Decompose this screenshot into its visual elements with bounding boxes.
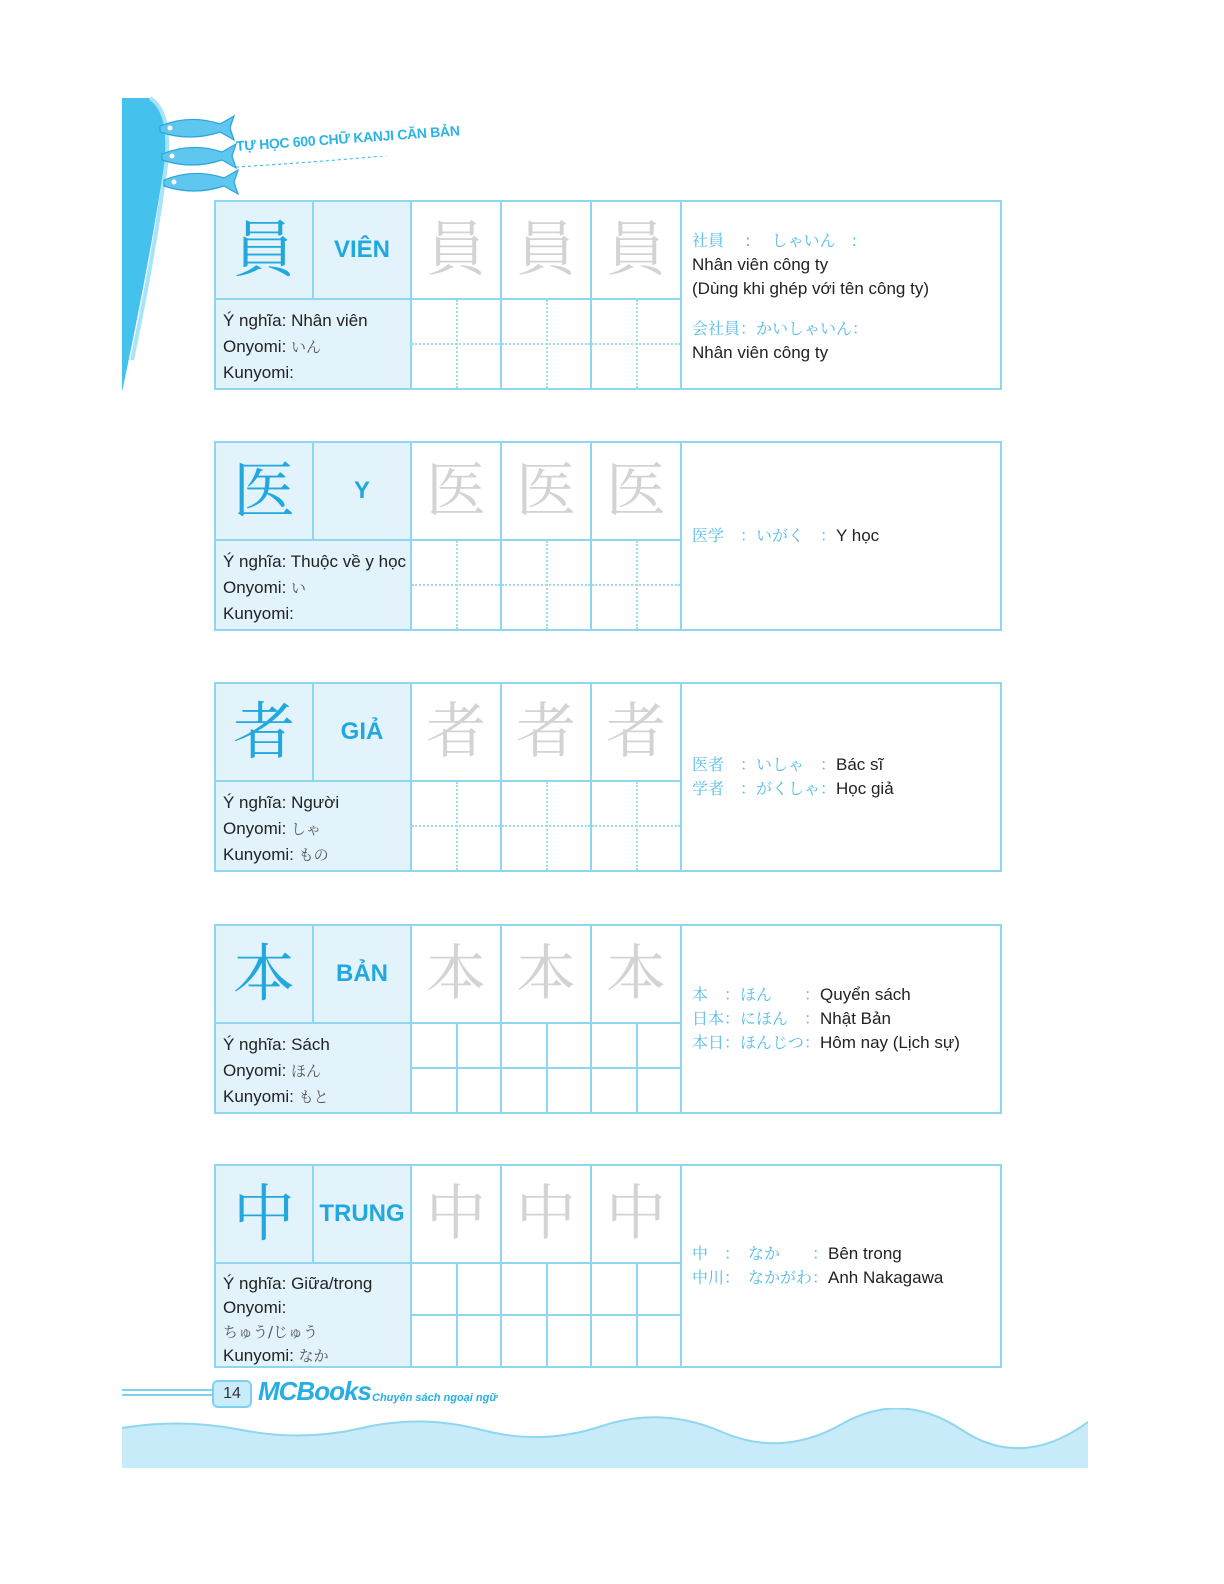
publisher-logo: MCBooks <box>258 1376 371 1406</box>
kanji-character: 中 <box>216 1166 314 1264</box>
meaning-label: Ý nghĩa: <box>223 311 287 330</box>
kanji-info <box>216 1264 412 1366</box>
trace-kanji: 本 <box>502 926 592 1024</box>
fish-streamer-icon <box>150 112 240 197</box>
example-japanese: 日本：にほん ： <box>692 1009 821 1028</box>
kanji-info <box>216 1024 412 1112</box>
trace-kanji: 者 <box>592 684 682 782</box>
example-japanese: 学者 ：がくしゃ： <box>692 779 837 798</box>
onyomi-label: Onyomi: <box>223 578 287 597</box>
kanji-character: 医 <box>216 443 314 541</box>
onyomi-label: Onyomi: <box>223 1298 287 1317</box>
trace-kanji: 医 <box>502 443 592 541</box>
example-japanese: 医者 ：いしゃ ： <box>692 755 837 774</box>
meaning-label: Ý nghĩa: <box>223 1035 287 1054</box>
trace-kanji: 者 <box>412 684 502 782</box>
trace-kanji: 医 <box>592 443 682 541</box>
trace-kanji: 中 <box>412 1166 502 1264</box>
practice-box[interactable] <box>412 782 502 870</box>
meaning-label: Ý nghĩa: <box>223 1274 287 1293</box>
practice-box[interactable] <box>412 1264 502 1366</box>
meaning-value: Sách <box>291 1035 330 1054</box>
kunyomi-value: もの <box>298 846 329 864</box>
example-japanese: 本 ：ほん ： <box>692 985 821 1004</box>
practice-box[interactable] <box>412 300 502 388</box>
kanji-character: 本 <box>216 926 314 1024</box>
example-meaning: Nhật Bản <box>820 1009 891 1028</box>
trace-kanji: 本 <box>412 926 502 1024</box>
onyomi-value: ほん <box>291 1062 322 1080</box>
trace-kanji: 中 <box>502 1166 592 1264</box>
example-japanese: 会社員：かいしゃいん： <box>692 319 869 338</box>
meaning-value: Thuộc về y học <box>290 552 407 571</box>
example-meaning: Y học <box>836 526 880 545</box>
kanji-character: 員 <box>216 202 314 300</box>
example-japanese: 社員 : しゃいん : <box>692 231 857 250</box>
kunyomi-value: もと <box>298 1088 329 1106</box>
hanviet-reading: GIẢ <box>314 684 412 782</box>
example-meaning: (Dùng khi ghép với tên công ty) <box>692 279 929 298</box>
meaning-value: Người <box>291 793 340 812</box>
meaning-value: Nhân viên <box>291 311 368 330</box>
hanviet-reading: BẢN <box>314 926 412 1024</box>
onyomi-value: いん <box>291 338 322 356</box>
kanji-character: 者 <box>216 684 314 782</box>
kanji-info <box>216 782 412 870</box>
page-number: 14 <box>212 1380 252 1408</box>
example-japanese: 本日：ほんじつ： <box>692 1033 821 1052</box>
trace-kanji: 医 <box>412 443 502 541</box>
bottom-wave-decoration <box>122 1408 1088 1468</box>
practice-box[interactable] <box>502 782 592 870</box>
practice-box[interactable] <box>592 782 682 870</box>
trace-kanji: 員 <box>592 202 682 300</box>
footer-rope-decoration <box>0 1378 215 1408</box>
example-meaning: Anh Nakagawa <box>828 1268 944 1287</box>
trace-kanji: 員 <box>502 202 592 300</box>
example-meaning: Quyển sách <box>820 985 911 1004</box>
vocabulary-examples <box>684 443 1000 629</box>
trace-kanji: 本 <box>592 926 682 1024</box>
hanviet-reading: Y <box>314 443 412 541</box>
practice-box[interactable] <box>502 541 592 629</box>
side-wave-decoration <box>0 0 170 400</box>
example-japanese: 中川： なかがわ： <box>692 1268 829 1287</box>
trace-kanji: 者 <box>502 684 592 782</box>
example-japanese: 中 ： なか ： <box>692 1244 829 1263</box>
meaning-label: Ý nghĩa: <box>223 552 287 571</box>
kunyomi-label: Kunyomi: <box>223 1087 294 1106</box>
trace-kanji: 員 <box>412 202 502 300</box>
book-title: TỰ HỌC 600 CHỮ KANJI CĂN BẢN <box>235 122 461 154</box>
kunyomi-label: Kunyomi: <box>223 604 294 623</box>
practice-box[interactable] <box>592 300 682 388</box>
kanji-card <box>214 1164 1002 1368</box>
hanviet-reading: VIÊN <box>314 202 412 300</box>
example-meaning: Bên trong <box>828 1244 902 1263</box>
vocabulary-examples <box>684 926 1000 1112</box>
onyomi-label: Onyomi: <box>223 819 287 838</box>
kanji-info <box>216 300 412 388</box>
kanji-card <box>214 682 1002 872</box>
kunyomi-value: なか <box>298 1347 329 1365</box>
practice-box[interactable] <box>592 1024 682 1112</box>
onyomi-label: Onyomi: <box>223 1061 287 1080</box>
kanji-card <box>214 924 1002 1114</box>
title-underline <box>236 156 406 170</box>
onyomi-value: ちゅう/じゅう <box>223 1323 319 1341</box>
meaning-value: Giữa/trong <box>291 1274 373 1293</box>
meaning-label: Ý nghĩa: <box>223 793 287 812</box>
example-japanese: 医学 ：いがく ： <box>692 526 837 545</box>
practice-box[interactable] <box>502 1264 592 1366</box>
onyomi-label: Onyomi: <box>223 337 287 356</box>
vocabulary-examples <box>684 1166 1000 1366</box>
onyomi-value: い <box>291 579 307 597</box>
example-meaning: Học giả <box>836 779 894 798</box>
vocabulary-examples <box>684 684 1000 870</box>
publisher-slogan: Chuyên sách ngoại ngữ <box>372 1392 498 1404</box>
example-meaning: Nhân viên công ty <box>692 255 829 274</box>
hanviet-reading: TRUNG <box>314 1166 412 1264</box>
example-meaning: Hôm nay (Lịch sự) <box>820 1033 960 1052</box>
practice-box[interactable] <box>502 1024 592 1112</box>
kanji-info <box>216 541 412 629</box>
kunyomi-label: Kunyomi: <box>223 363 294 382</box>
example-meaning: Nhân viên công ty <box>692 343 829 362</box>
kunyomi-label: Kunyomi: <box>223 1346 294 1365</box>
onyomi-value: しゃ <box>291 820 322 838</box>
practice-box[interactable] <box>592 541 682 629</box>
practice-box[interactable] <box>412 541 502 629</box>
practice-box[interactable] <box>412 1024 502 1112</box>
trace-kanji: 中 <box>592 1166 682 1264</box>
example-meaning: Bác sĩ <box>836 755 884 774</box>
kanji-card <box>214 200 1002 390</box>
practice-box[interactable] <box>592 1264 682 1366</box>
kunyomi-label: Kunyomi: <box>223 845 294 864</box>
practice-box[interactable] <box>502 300 592 388</box>
kanji-card <box>214 441 1002 631</box>
vocabulary-examples <box>684 202 1000 388</box>
